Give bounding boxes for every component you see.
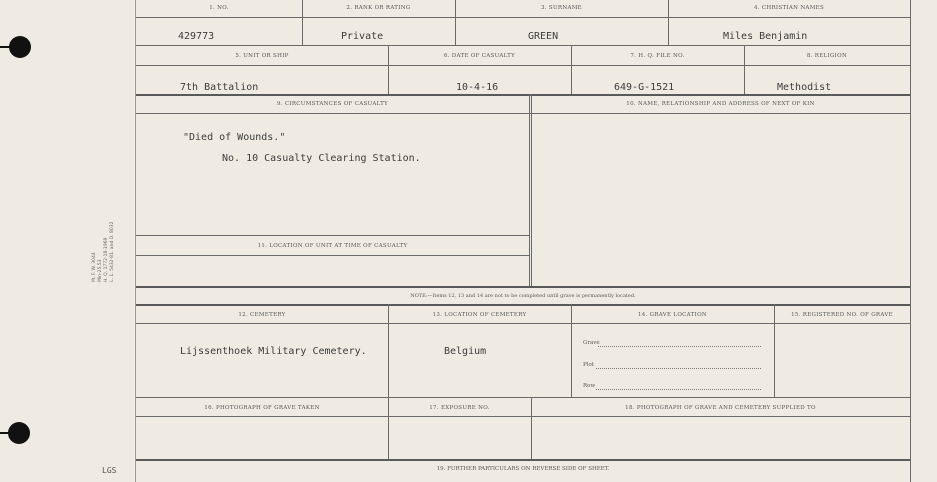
value-christian-names: Miles Benjamin: [723, 31, 808, 42]
label-christian-names: 4. CHRISTIAN NAMES: [753, 5, 825, 11]
note-text: NOTE:—Items 12, 13 and 14 are not to be completed until grave is permanently located.: [410, 293, 636, 299]
label-unit: 5. UNIT OR SHIP: [235, 53, 289, 59]
row-field-label: Row: [583, 383, 596, 389]
rule: [136, 416, 910, 417]
rule: [136, 94, 910, 96]
rule: [136, 459, 910, 461]
right-edge-rule: [910, 0, 911, 482]
label-number: 1. NO.: [209, 5, 229, 11]
value-surname: GREEN: [528, 31, 559, 42]
label-rank: 2. RANK OR RATING: [346, 5, 411, 11]
corner-tag: LGS: [102, 466, 117, 475]
rule: [136, 304, 910, 306]
rule: [531, 94, 532, 286]
punch-hole-top: [9, 36, 31, 58]
label-grave-location: 14. GRAVE LOCATION: [637, 312, 708, 318]
label-file-no: 7. H. Q. FILE NO.: [630, 53, 685, 59]
rule: [136, 45, 910, 46]
label-registered-no: 15. REGISTERED NO. OF GRAVE: [791, 312, 893, 318]
grave-field-line: [598, 346, 761, 347]
label-location-of-unit: 11. LOCATION OF UNIT AT TIME OF CASUALTY: [257, 243, 408, 249]
grave-field-label: Grave: [583, 340, 600, 346]
rule: [136, 255, 529, 256]
value-unit: 7th Battalion: [180, 82, 259, 93]
value-circumstances-line1: "Died of Wounds.": [183, 132, 286, 143]
footer-note: 19. FURTHER PARTICULARS ON REVERSE SIDE OF SHEET.: [436, 466, 610, 472]
rule: [136, 323, 910, 324]
label-next-of-kin: 10. NAME, RELATIONSHIP AND ADDRESS OF NEXT OF KIN: [626, 101, 815, 107]
value-file-no: 649-G-1521: [614, 82, 675, 93]
value-religion: Methodist: [777, 82, 832, 93]
label-religion: 8. RELIGION: [806, 53, 848, 59]
rule: [136, 397, 910, 398]
rule: [136, 113, 910, 114]
row-field-line: [596, 389, 761, 390]
label-exposure-no: 17. EXPOSURE NO.: [429, 405, 490, 411]
plot-field-label: Plot: [583, 362, 594, 368]
label-date: 6. DATE OF CASUALTY: [443, 53, 516, 59]
rule: [136, 286, 910, 288]
label-circumstances: 9. CIRCUMSTANCES OF CASUALTY: [276, 101, 388, 107]
value-rank: Private: [341, 31, 384, 42]
margin-form-code: M. F. W. 3044 Min-25.53 H. Q. 1772-18-1969 L. 1. 5432-81. and D. 8032: [92, 221, 115, 282]
label-location-of-cemetery: 13. LOCATION OF CEMETERY: [432, 312, 527, 318]
plot-field-line: [596, 368, 761, 369]
punch-hole-bottom: [8, 422, 30, 444]
label-surname: 3. SURNAME: [541, 5, 582, 11]
value-cemetery: Lijssenthoek Military Cemetery.: [180, 346, 367, 357]
rule: [136, 65, 910, 66]
label-cemetery: 12. CEMETERY: [238, 312, 286, 318]
value-date: 10-4-16: [456, 82, 499, 93]
value-location-of-cemetery: Belgium: [444, 346, 487, 357]
label-photograph-supplied: 18. PHOTOGRAPH OF GRAVE AND CEMETERY SUPPLIED TO: [625, 405, 816, 411]
rule: [136, 235, 529, 236]
rule: [529, 94, 530, 286]
value-number: 429773: [178, 31, 215, 42]
label-photograph-taken: 16. PHOTOGRAPH OF GRAVE TAKEN: [204, 405, 320, 411]
value-circumstances-line2: No. 10 Casualty Clearing Station.: [222, 153, 421, 164]
rule: [136, 17, 910, 18]
